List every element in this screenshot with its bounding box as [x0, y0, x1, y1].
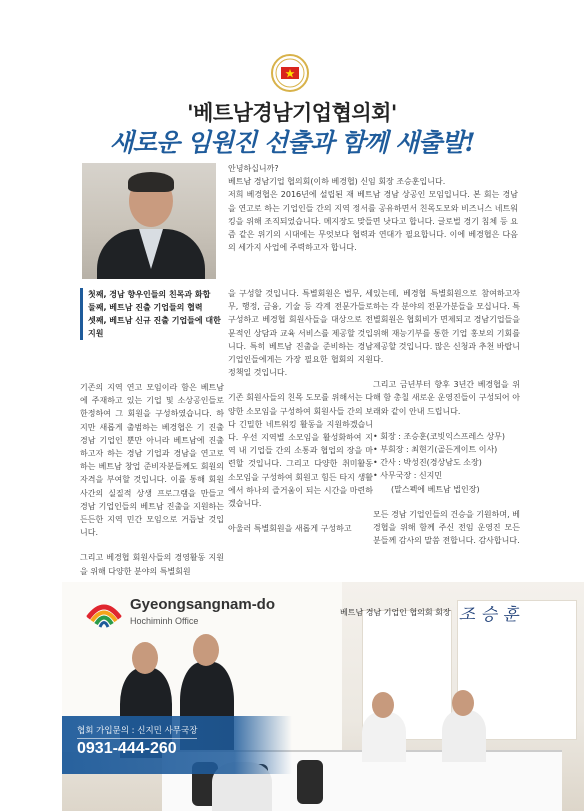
goal-item: 둘째, 베트남 진출 기업들의 협력 [88, 303, 203, 312]
greeting: 안녕하십니까? [228, 164, 279, 173]
signature-title: 베트남 경남 기업인 협의회 회장 [340, 608, 451, 617]
officer-item: • 부회장 : 최현기(골든게이트 이사) [373, 445, 498, 455]
contact-banner [62, 716, 292, 774]
contact-phone: 0931-444-260 [77, 740, 177, 757]
goal-item: 셋째, 베트남 신규 진출 기업들에 대한 지원 [88, 316, 221, 338]
intro-body: 저희 베경협은 2016년에 설립된 재 베트남 경남 상공인 모임입니다. 본 회는 경남을 연고로 하는 기업인들 간의 지역 정서를 공유하면서 친목도모와 비즈니스 네트워킹을 위해 조직되었습니다. 메지장도 맞들면 낫다고 합니다. 글로벌 경기 침체 등 요즘 같은 위기의 시대에는 무엇보다 협력과 연대가 필요합니다. 이에 베경협은 다음의 세가지 사업에 주력하고자 합니다. [228, 190, 518, 253]
contact-divider [77, 738, 197, 739]
page-title: '베트남경남기업협의회' [187, 101, 397, 125]
officer-item: • 간사 : 박성진(경상남도 소장) [373, 458, 482, 468]
officer-item: • 사무국장 : 신지민 [373, 471, 443, 481]
officer-item-note: (말스펙에 베트남 법인장) [391, 484, 480, 494]
intro-text [228, 162, 518, 254]
paragraph: 그리고 금년부터 향후 3년간 베경협을 위해 함 총칠 새로운 운영진들이 구성되어 아래와 같이 안내 드립니다. [373, 380, 520, 416]
flag-emblem-icon [275, 58, 305, 88]
office-sign-sub: Hochiminh Office [130, 616, 199, 626]
association-logo [271, 54, 309, 92]
officer-list [373, 430, 520, 496]
goal-item: 첫째, 경남 향우인들의 친목과 화합 [88, 290, 211, 299]
president-portrait [82, 163, 216, 279]
office-sign-name: Gyeongsangnam-do [130, 596, 276, 613]
paragraph: 그리고 베경협 회원사들의 경영활동 지원을 위해 다양한 분야의 특별회원 [80, 553, 224, 576]
paragraph: 을 구성할 것입니다. 특별회원은 법무, 세무, 행정, 금융, 기술 등 각계 전문가들로 구성하고 베경협 회원사들을 대상으로 전문적인 상담과 교육 서비스를 제공할 것입니다. 특히 베트남 진출을 준비하는 경남 기업인들에게는 가장 필요한 협회의 지원 정책일 것입니다. [228, 289, 373, 378]
article-column-3 [373, 287, 520, 559]
paragraph: 기존의 지역 연고 모임이라 함은 베트남에 주재하고 있는 기업 및 소상공인들로 한정하여 그 회원을 구성하였습니다. 하지만 새롭게 출범하는 베경협은 기 진출 경남 기업인 뿐만 아니라 베트남에 진출하고자 하는 경남 기업과 경남을 연고로 하는 베트남 창업 준비자분들께도 회원의 자격을 부여할 것입니다. 이를 통해 회원사간의 실질적 상생 프로그램을 만들고 경남 기업인들의 베트남 진출을 지원하는 든든한 지역 민간 모임으로 거듭날 것입니다. [80, 383, 224, 538]
article-column-1 [80, 381, 224, 590]
contact-label: 협회 가입문의 : 신지민 사무국장 [77, 726, 198, 736]
paragraph: 모든 경남 기업인들의 건승을 기원하며, 베경협을 위해 함께 주신 전임 운영진 모든 분들께 감사의 말씀 전합니다. 감사합니다. [373, 509, 520, 546]
gyeongnam-logo-icon [86, 594, 122, 630]
article-column-2 [228, 287, 373, 547]
association-goals [80, 288, 222, 340]
paragraph: 기존 회원사들의 친목 도모를 위해서는 다양한 소모임을 구성하여 회원사들 간의 보다 긴밀한 네트워킹 활동을 지원하겠습니다. 우선 지역별 소모임을 활성화하여 지역 내 기업들 간의 소통과 협업의 장을 마련할 것입니다. 그리고 다양한 취미활동 소모임을 구성하여 회원고 힘든 타지 생활에서 하나의 즐거움이 되는 시간을 마련하겠습니다. [228, 393, 373, 509]
introduction: 베트남 경남기업 협의회(이하 베경협) 신임 회장 조승훈입니다. [228, 177, 446, 187]
page-subtitle: 새로운 임원진 선출과 함께 새출발! [109, 128, 475, 157]
signature-block [340, 600, 560, 625]
signature-name: 조 승 훈 [458, 605, 519, 625]
paragraph: 있는데, 베경협 특별회원으로 참여하고자 하는 각 분야의 전문가분들을 모십니다. 특별회원은 협회비가 면제되고 경남기업들을 위해 재능기부를 통한 기업 홍보의 기회를 제공할 것입니다. 많은 신청과 추천 바랍니다. [373, 289, 520, 365]
officer-item: • 회장 : 조승훈(코빗익스프레스 상무) [373, 431, 506, 441]
paragraph: 아울러 특별회원을 새롭게 구성하고 [228, 524, 352, 534]
